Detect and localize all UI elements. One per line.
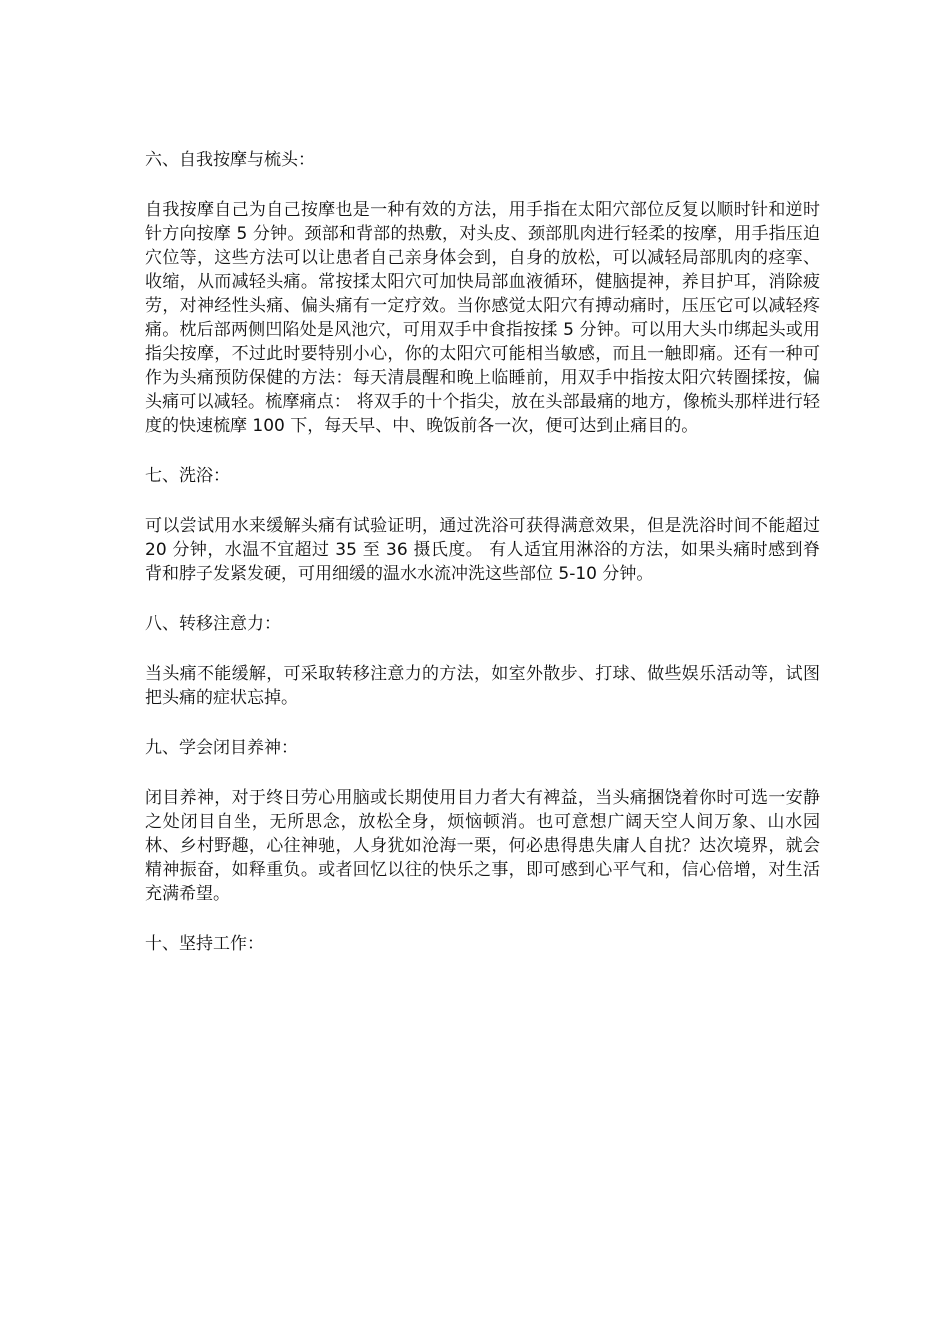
section-body-8: 当头痛不能缓解，可采取转移注意力的方法，如室外散步、打球、做些娱乐活动等，试图把头痛的症状忘掉。 bbox=[145, 664, 820, 708]
section-heading-8: 八、转移注意力： bbox=[145, 614, 281, 634]
section-heading-6: 六、自我按摩与梳头： bbox=[145, 150, 315, 170]
section-heading-9: 九、学会闭目养神： bbox=[145, 738, 298, 758]
section-heading-10: 十、坚持工作： bbox=[145, 934, 264, 954]
document-page bbox=[145, 146, 820, 958]
section-body-6: 自我按摩自己为自己按摩也是一种有效的方法，用手指在太阳穴部位反复以顺时针和逆时针方向按摩 5 分钟。颈部和背部的热敷，对头皮、颈部肌肉进行轻柔的按摩，用手指压迫穴位等，这些方法可以让患者自己亲身体会到，自身的放松，可以减轻局部肌肉的痉挛、收缩，从而减轻头痛。常按揉太阳穴可加快局部血液循环，健脑提神，养目护耳，消除疲劳，对神经性头痛、偏头痛有一定疗效。当你感觉太阳穴有搏动痛时，压压它可以减轻疼痛。枕后部两侧凹陷处是风池穴，可用双手中食指按揉 5 分钟。可以用大头巾绑起头或用指尖按摩，不过此时要特别小心，你的太阳穴可能相当敏感，而且一触即痛。还有一种可作为头痛预防保健的方法：每天清晨醒和晚上临睡前，用双手中指按太阳穴转圈揉按，偏头痛可以减轻。梳摩痛点： 将双手的十个指尖，放在头部最痛的地方，像梳头那样进行轻度的快速梳摩 100 下，每天早、中、晚饭前各一次，便可达到止痛目的。 bbox=[145, 200, 820, 436]
section-heading-7: 七、洗浴： bbox=[145, 466, 230, 486]
section-body-9: 闭目养神，对于终日劳心用脑或长期使用目力者大有裨益，当头痛捆饶着你时可选一安静之处闭目自坐，无所思念，放松全身，烦恼顿消。也可意想广阔天空人间万象、山水园林、乡村野趣，心往神驰，人身犹如沧海一栗，何必患得患失庸人自扰？达次境界，就会精神振奋，如释重负。或者回忆以往的快乐之事，即可感到心平气和，信心倍增，对生活充满希望。 bbox=[145, 788, 820, 904]
section-body-7: 可以尝试用水来缓解头痛有试验证明，通过洗浴可获得满意效果，但是洗浴时间不能超过 20 分钟，水温不宜超过 35 至 36 摄氏度。 有人适宜用淋浴的方法，如果头痛时感到脊背和脖子发紧发硬，可用细缓的温水水流冲洗这些部位 5-10 分钟。 bbox=[145, 516, 820, 584]
